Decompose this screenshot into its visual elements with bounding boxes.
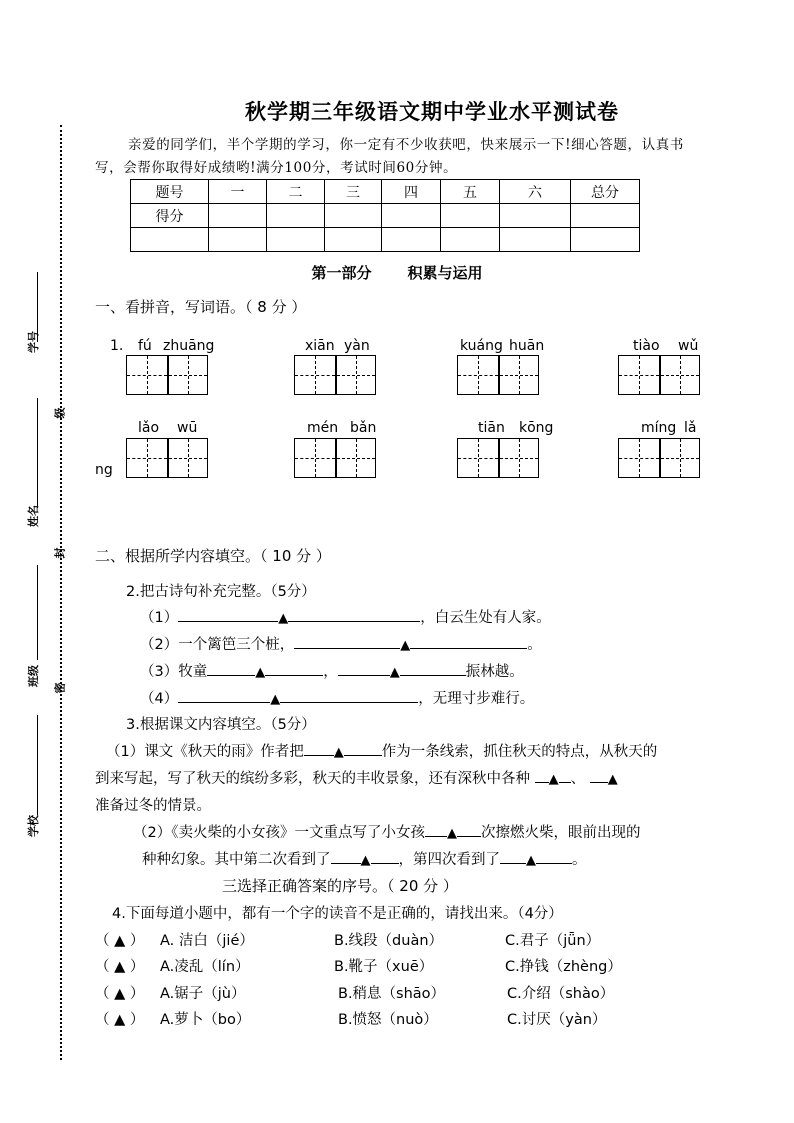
q3-text: 到来写起，写了秋天的缤纷多彩，秋天的丰收景象，还有深秋中各种: [95, 771, 530, 787]
q3-text: 。: [572, 852, 587, 868]
exam-intro: 亲爱的同学们，半个学期的学习，你一定有不少收获吧，快来展示一下!细心答题，认真书写，会帮你取得好成绩哟!满分100分，考试时间60分钟。: [95, 137, 684, 176]
score-header-cell: 四: [382, 180, 441, 204]
writing-grid[interactable]: [126, 355, 208, 395]
poem-line-4: [140, 687, 534, 708]
triangle-marker: ▲: [526, 853, 536, 868]
q3-text: 次擦燃火柴，眼前出现的: [480, 825, 641, 841]
q4-title: 4.下面每道小题中，都有一个字的读音不是正确的，请找出来。（4分）: [112, 906, 563, 922]
choice-option-a[interactable]: A.锯子（jù）: [160, 986, 246, 1002]
poem-text: ，无理寸步难行。: [418, 691, 535, 707]
answer-blank[interactable]: [265, 661, 323, 676]
choice-option-c[interactable]: C.讨厌（yàn）: [507, 1012, 607, 1028]
answer-blank[interactable]: [536, 849, 572, 864]
writing-grid[interactable]: [126, 438, 208, 478]
score-cell[interactable]: [382, 228, 441, 252]
answer-blank[interactable]: [288, 607, 420, 622]
score-table-header-row: [131, 180, 640, 204]
answer-blank[interactable]: [331, 849, 361, 864]
score-cell[interactable]: [441, 228, 500, 252]
score-cell[interactable]: [267, 228, 325, 252]
q3-1-line-3: 准备过冬的情景。: [95, 798, 211, 814]
choice-option-c[interactable]: C.君子（jǖn）: [505, 933, 601, 949]
score-cell[interactable]: [209, 228, 267, 252]
pinyin: bǎn: [350, 420, 377, 436]
score-table-row: [131, 204, 640, 228]
triangle-marker: ▲: [270, 692, 281, 707]
poem-line-2: [140, 633, 542, 654]
answer-blank[interactable]: [535, 768, 549, 783]
score-header-cell: 总分: [571, 180, 640, 204]
answer-blank[interactable]: [344, 741, 382, 756]
class-line: [37, 565, 38, 660]
q3-1-line-1: [106, 740, 657, 761]
pinyin: xiān: [305, 338, 335, 354]
pinyin: tiān: [478, 420, 505, 436]
score-cell[interactable]: [571, 204, 640, 228]
score-cell[interactable]: [500, 204, 571, 228]
q3-2-line-1: [133, 821, 640, 842]
answer-blank[interactable]: [457, 822, 481, 837]
score-header-cell: 三: [325, 180, 382, 204]
choice-option-b[interactable]: B.线段（duàn）: [334, 933, 444, 949]
writing-grid[interactable]: [294, 438, 376, 478]
poem-num: （2）: [140, 637, 179, 653]
choice-option-b[interactable]: B.靴子（xuē）: [334, 959, 434, 975]
pinyin: kuáng: [460, 338, 503, 354]
score-cell[interactable]: [325, 204, 382, 228]
q3-text: 作为一条线索，抓住秋天的特点，从秋天的: [381, 744, 658, 760]
score-cell[interactable]: [131, 228, 209, 252]
answer-blank[interactable]: [410, 634, 527, 649]
q3-2-line-2: [142, 848, 587, 869]
writing-grid[interactable]: [457, 438, 539, 478]
pinyin: wǔ: [678, 338, 699, 354]
part1-title: [0, 262, 794, 283]
score-cell[interactable]: [500, 228, 571, 252]
section2-title: 二、根据所学内容填空。（ 10 分 ）: [95, 547, 331, 565]
q3-text: ，第四次看到了: [398, 852, 500, 868]
q2-title: 2.把古诗句补充完整。（5分）: [126, 584, 316, 600]
choice-paren[interactable]: （ ▲ ）: [95, 1012, 145, 1028]
score-header-cell: 一: [209, 180, 267, 204]
answer-blank[interactable]: [294, 634, 400, 649]
score-cell[interactable]: [441, 204, 500, 228]
writing-grid[interactable]: [457, 355, 539, 395]
part1-subtitle: 积累与运用: [407, 264, 483, 282]
choice-paren[interactable]: （ ▲ ）: [95, 959, 145, 975]
triangle-marker: ▲: [548, 772, 559, 787]
score-header-cell: 题号: [131, 180, 209, 204]
pinyin-stray: ng: [95, 462, 113, 478]
score-header-cell: 六: [500, 180, 571, 204]
q3-text: 种种幻象。其中第二次看到了: [142, 852, 331, 868]
section1-number: 1.: [110, 338, 124, 354]
pinyin: lǎo: [138, 420, 160, 436]
score-table-row: [131, 228, 640, 252]
q3-text: 、: [570, 771, 586, 787]
choice-option-b[interactable]: B.稍息（shāo）: [338, 986, 446, 1002]
answer-blank[interactable]: [371, 849, 399, 864]
name-label: 姓名: [27, 505, 40, 527]
part1-label: 第一部分: [311, 264, 372, 282]
writing-grid[interactable]: [618, 355, 700, 395]
q3-text: （1）课文《秋天的雨》作者把: [106, 744, 304, 760]
section1-title: 一、看拼音，写词语。（ 8 分 ）: [95, 298, 307, 316]
answer-blank[interactable]: [590, 768, 608, 783]
grade-mark: 级: [53, 407, 67, 419]
score-table: [130, 179, 640, 252]
answer-blank[interactable]: [425, 822, 447, 837]
answer-blank[interactable]: [178, 688, 270, 703]
score-cell[interactable]: [571, 228, 640, 252]
choice-option-a[interactable]: A. 洁白（jié）: [160, 933, 254, 949]
triangle-marker: ▲: [389, 665, 400, 680]
exam-title: 秋学期三年级语文期中学业水平测试卷: [245, 99, 619, 124]
answer-blank[interactable]: [559, 768, 571, 783]
triangle-marker: ▲: [255, 665, 266, 680]
poem-text: 振林越。: [465, 664, 524, 680]
pinyin: míng: [641, 420, 677, 436]
class-label: 班级: [27, 665, 40, 687]
section3-title: 三选择正确答案的序号。（ 20 分 ）: [222, 877, 458, 895]
pinyin: wū: [177, 420, 198, 436]
poem-line-1: [140, 606, 551, 627]
answer-blank[interactable]: [207, 661, 255, 676]
pinyin: kōng: [519, 420, 554, 436]
triangle-marker: ▲: [446, 826, 457, 841]
score-header-cell: 五: [441, 180, 500, 204]
choice-option-a[interactable]: A.凌乱（lín）: [160, 959, 250, 975]
triangle-marker: ▲: [360, 853, 371, 868]
answer-blank[interactable]: [400, 661, 466, 676]
answer-blank[interactable]: [500, 849, 526, 864]
answer-blank[interactable]: [280, 688, 418, 703]
answer-blank[interactable]: [178, 607, 278, 622]
score-cell[interactable]: [209, 204, 267, 228]
choice-paren[interactable]: （ ▲ ）: [95, 933, 145, 949]
poem-num: （3）: [140, 664, 179, 680]
seal-mark: 封: [53, 547, 67, 559]
poem-text: 。: [527, 637, 542, 653]
poem-text: ，: [323, 664, 338, 680]
poem-num: （4）: [140, 691, 179, 707]
score-row-label: 得分: [131, 204, 209, 228]
writing-grid[interactable]: [294, 355, 376, 395]
score-cell[interactable]: [325, 228, 382, 252]
triangle-marker: ▲: [607, 772, 618, 787]
pinyin: lǎ: [684, 420, 697, 436]
q3-text: （2）《卖火柴的小女孩》一文重点写了小女孩: [133, 825, 425, 841]
name-line: [37, 398, 38, 508]
pinyin: mén: [307, 420, 339, 436]
poem-line-3: [140, 660, 524, 681]
answer-blank[interactable]: [338, 661, 390, 676]
writing-grid[interactable]: [618, 438, 700, 478]
q3-title: 3.根据课文内容填空。（5分）: [126, 717, 316, 733]
score-cell[interactable]: [267, 204, 325, 228]
choice-option-c[interactable]: C.挣钱（zhèng）: [505, 959, 622, 975]
score-header-cell: 二: [267, 180, 325, 204]
q3-1-line-2: [95, 767, 618, 788]
poem-text: 一个篱笆三个桩，: [178, 637, 295, 653]
triangle-marker: ▲: [278, 611, 289, 626]
pinyin: huān: [509, 338, 545, 354]
choice-option-c[interactable]: C.介绍（shào）: [507, 986, 615, 1002]
poem-num: （1）: [140, 610, 179, 626]
seal-mark-2: 密: [53, 682, 67, 694]
pinyin: yàn: [344, 338, 370, 354]
pinyin: zhuāng: [163, 338, 215, 354]
triangle-marker: ▲: [333, 745, 344, 760]
choice-option-b[interactable]: B.愤怒（nuò）: [338, 1012, 438, 1028]
school-label: 学校: [27, 815, 40, 837]
triangle-marker: ▲: [400, 638, 411, 653]
school-line: [37, 715, 38, 815]
student-id-label: 学号: [27, 331, 40, 353]
choice-paren[interactable]: （ ▲ ）: [95, 986, 145, 1002]
pinyin: fú: [138, 338, 152, 354]
poem-text: 牧童: [178, 664, 208, 680]
score-cell[interactable]: [382, 204, 441, 228]
answer-blank[interactable]: [304, 741, 334, 756]
poem-text: ，白云生处有人家。: [420, 610, 551, 626]
pinyin: tiào: [633, 338, 660, 354]
choice-option-a[interactable]: A.萝卜（bo）: [160, 1012, 251, 1028]
